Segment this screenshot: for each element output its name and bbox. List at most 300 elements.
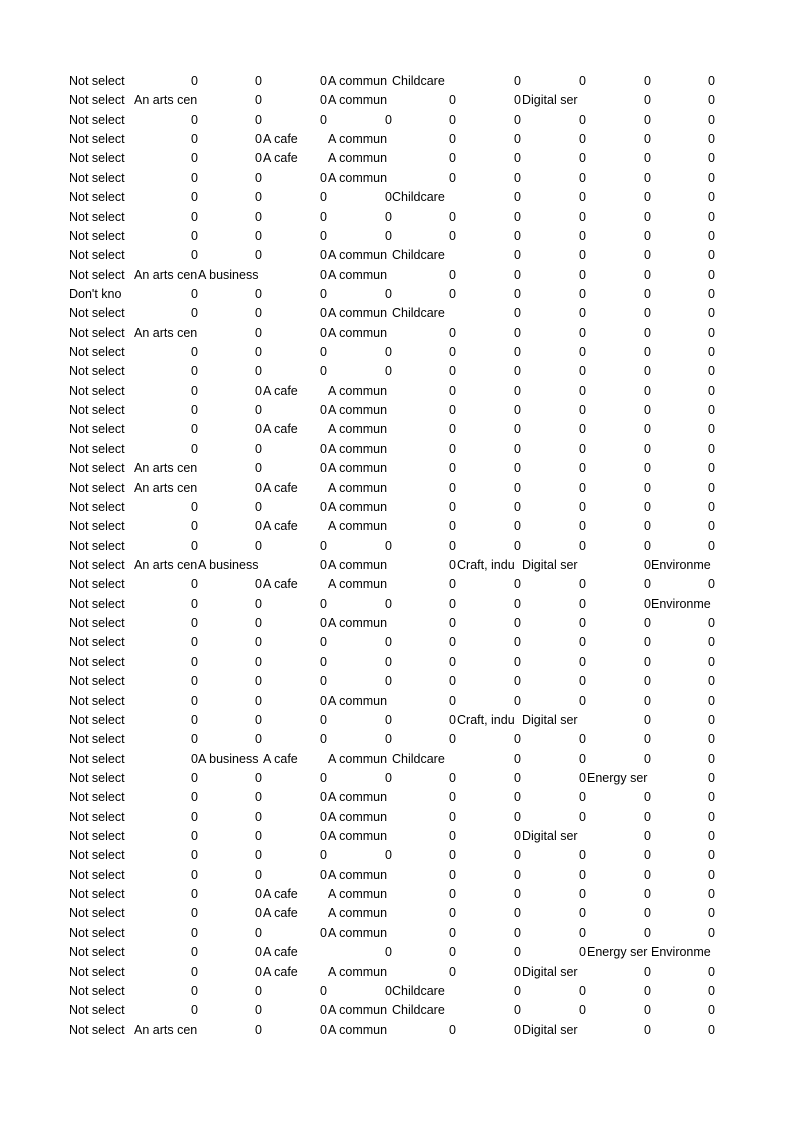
table-row <box>69 672 719 691</box>
table-cell: 0 <box>579 925 586 940</box>
table-cell: 0 <box>644 441 651 456</box>
table-cell: 0 <box>579 112 586 127</box>
table-cell: 0 <box>644 848 651 863</box>
table-cell: A commun <box>328 925 388 940</box>
table-cell: 0 <box>191 345 198 360</box>
table-cell: 0 <box>644 132 651 147</box>
table-cell: 0 <box>514 635 521 650</box>
table-cell: 0 <box>255 364 262 379</box>
table-cell: 0 <box>514 461 521 476</box>
table-cell: 0 <box>708 770 715 785</box>
table-cell: 0 <box>579 267 586 282</box>
table-cell: 0 <box>644 480 651 495</box>
table-cell: 0 <box>255 422 262 437</box>
table-cell: 0 <box>255 519 262 534</box>
table-cell: 0 <box>708 325 715 340</box>
table-row <box>69 885 719 904</box>
table-row <box>69 827 719 846</box>
table-cell: 0 <box>191 887 198 902</box>
table-row <box>69 285 719 304</box>
table-row <box>69 769 719 788</box>
table-cell: 0 <box>514 616 521 631</box>
table-cell: 0 <box>191 596 198 611</box>
table-cell: A business <box>198 751 259 766</box>
table-cell: 0 <box>191 925 198 940</box>
table-cell: 0 <box>255 190 262 205</box>
spreadsheet-printout <box>69 72 719 1040</box>
table-cell: Not select <box>69 790 125 805</box>
table-cell: Energy ser <box>587 770 648 785</box>
table-cell: 0 <box>514 809 521 824</box>
table-cell: Childcare <box>392 248 445 263</box>
table-cell: 0 <box>708 906 715 921</box>
table-cell: 0 <box>449 693 456 708</box>
table-cell: Digital ser <box>522 712 578 727</box>
table-cell: Not select <box>69 732 125 747</box>
table-cell: 0 <box>255 403 262 418</box>
table-cell: A commun <box>328 964 388 979</box>
table-cell: A commun <box>328 751 388 766</box>
table-cell: A commun <box>328 557 388 572</box>
table-cell: 0 <box>708 461 715 476</box>
table-cell: 0 <box>644 557 651 572</box>
table-cell: Energy ser <box>587 945 648 960</box>
table-cell: A commun <box>328 499 388 514</box>
table-cell: 0 <box>579 616 586 631</box>
table-cell: 0 <box>191 635 198 650</box>
table-cell: 0 <box>191 170 198 185</box>
table-row <box>69 343 719 362</box>
table-cell: 0 <box>644 829 651 844</box>
table-cell: 0 <box>320 809 327 824</box>
table-cell: 0 <box>644 519 651 534</box>
table-cell: 0 <box>579 732 586 747</box>
table-cell: 0 <box>644 983 651 998</box>
table-cell: 0 <box>579 945 586 960</box>
table-cell: A commun <box>328 887 388 902</box>
table-cell: 0 <box>449 829 456 844</box>
table-cell: 0 <box>191 751 198 766</box>
table-cell: 0 <box>708 848 715 863</box>
table-cell: A cafe <box>263 519 298 534</box>
table-cell: 0 <box>708 345 715 360</box>
table-row <box>69 266 719 285</box>
table-cell: 0 <box>449 809 456 824</box>
table-cell: 0 <box>255 906 262 921</box>
table-cell: 0 <box>708 751 715 766</box>
table-cell: Not select <box>69 848 125 863</box>
table-cell: Not select <box>69 596 125 611</box>
table-cell: 0 <box>255 945 262 960</box>
table-cell: 0 <box>579 538 586 553</box>
table-cell: Digital ser <box>522 964 578 979</box>
table-cell: 0 <box>579 228 586 243</box>
table-cell: Digital ser <box>522 557 578 572</box>
table-cell: 0 <box>255 1003 262 1018</box>
table-cell: Not select <box>69 635 125 650</box>
table-cell: Not select <box>69 403 125 418</box>
table-cell: 0 <box>644 635 651 650</box>
table-cell: 0 <box>449 1022 456 1037</box>
table-cell: Not select <box>69 906 125 921</box>
table-cell: 0 <box>385 345 392 360</box>
table-cell: 0 <box>708 983 715 998</box>
table-cell: Not select <box>69 577 125 592</box>
table-cell: 0 <box>255 848 262 863</box>
table-cell: 0 <box>320 1003 327 1018</box>
table-row <box>69 750 719 769</box>
table-cell: 0 <box>320 790 327 805</box>
table-cell: 0 <box>644 809 651 824</box>
table-cell: 0 <box>320 345 327 360</box>
table-cell: 0 <box>449 209 456 224</box>
table-cell: Not select <box>69 693 125 708</box>
table-cell: Not select <box>69 519 125 534</box>
table-cell: 0 <box>255 635 262 650</box>
table-cell: 0 <box>385 286 392 301</box>
table-cell: A commun <box>328 616 388 631</box>
table-cell: 0 <box>449 170 456 185</box>
table-row <box>69 91 719 110</box>
table-cell: 0 <box>449 654 456 669</box>
table-cell: A commun <box>328 1003 388 1018</box>
table-cell: Not select <box>69 809 125 824</box>
table-cell: A commun <box>328 93 388 108</box>
table-row <box>69 924 719 943</box>
table-row <box>69 788 719 807</box>
table-cell: 0 <box>191 209 198 224</box>
table-cell: Not select <box>69 74 125 88</box>
table-cell: 0 <box>449 867 456 882</box>
table-cell: A commun <box>328 248 388 263</box>
table-cell: 0 <box>191 577 198 592</box>
table-cell: Not select <box>69 945 125 960</box>
table-cell: 0 <box>579 325 586 340</box>
table-cell: 0 <box>644 345 651 360</box>
table-cell: A commun <box>328 306 388 321</box>
table-cell: 0 <box>579 209 586 224</box>
table-cell: 0 <box>708 712 715 727</box>
table-cell: 0 <box>449 480 456 495</box>
table-row <box>69 556 719 575</box>
table-cell: 0 <box>708 809 715 824</box>
table-cell: Childcare <box>392 1003 445 1018</box>
table-cell: Craft, indu <box>457 557 515 572</box>
table-row <box>69 169 719 188</box>
table-row <box>69 653 719 672</box>
table-cell: Environme <box>651 557 711 572</box>
table-cell: 0 <box>644 654 651 669</box>
table-cell: 0 <box>191 364 198 379</box>
table-cell: 0 <box>514 654 521 669</box>
table-cell: Not select <box>69 887 125 902</box>
table-cell: 0 <box>579 383 586 398</box>
table-cell: 0 <box>320 441 327 456</box>
table-cell: Not select <box>69 422 125 437</box>
table-cell: 0 <box>708 112 715 127</box>
table-cell: 0 <box>579 519 586 534</box>
table-cell: 0 <box>708 577 715 592</box>
table-cell: Not select <box>69 364 125 379</box>
table-cell: 0 <box>191 248 198 263</box>
table-cell: 0 <box>191 674 198 689</box>
table-cell: 0 <box>514 751 521 766</box>
table-cell: 0 <box>644 616 651 631</box>
table-cell: 0 <box>191 848 198 863</box>
table-cell: 0 <box>514 964 521 979</box>
table-cell: 0 <box>644 596 651 611</box>
table-cell: 0 <box>449 887 456 902</box>
table-cell: 0 <box>191 983 198 998</box>
table-row <box>69 614 719 633</box>
table-cell: An arts cen <box>134 93 198 108</box>
table-cell: 0 <box>320 616 327 631</box>
table-cell: 0 <box>514 519 521 534</box>
table-cell: Not select <box>69 867 125 882</box>
table-cell: 0 <box>449 325 456 340</box>
table-row <box>69 692 719 711</box>
table-cell: 0 <box>708 829 715 844</box>
table-cell: 0 <box>255 616 262 631</box>
table-cell: 0 <box>191 770 198 785</box>
table-cell: 0 <box>449 228 456 243</box>
table-cell: 0 <box>320 499 327 514</box>
table-row <box>69 304 719 323</box>
table-cell: 0 <box>708 693 715 708</box>
table-cell: 0 <box>708 151 715 166</box>
table-cell: 0 <box>644 286 651 301</box>
table-cell: 0 <box>320 286 327 301</box>
table-cell: Not select <box>69 983 125 998</box>
table-row <box>69 111 719 130</box>
table-cell: 0 <box>514 906 521 921</box>
table-cell: 0 <box>449 925 456 940</box>
table-cell: 0 <box>708 441 715 456</box>
table-cell: Not select <box>69 557 125 572</box>
table-cell: 0 <box>708 538 715 553</box>
table-cell: A commun <box>328 790 388 805</box>
table-cell: Digital ser <box>522 1022 578 1037</box>
table-row <box>69 963 719 982</box>
table-cell: 0 <box>514 480 521 495</box>
table-cell: 0 <box>644 209 651 224</box>
table-cell: 0 <box>644 151 651 166</box>
table-cell: 0 <box>449 616 456 631</box>
table-cell: Not select <box>69 538 125 553</box>
table-row <box>69 711 719 730</box>
table-cell: 0 <box>191 132 198 147</box>
table-cell: 0 <box>708 790 715 805</box>
table-cell: 0 <box>449 403 456 418</box>
table-cell: 0 <box>255 74 262 88</box>
table-cell: 0 <box>320 925 327 940</box>
table-cell: An arts cen <box>134 461 198 476</box>
table-cell: 0 <box>255 770 262 785</box>
table-cell: 0 <box>708 132 715 147</box>
table-cell: Not select <box>69 770 125 785</box>
table-cell: Not select <box>69 441 125 456</box>
table-cell: 0 <box>708 74 715 88</box>
table-row <box>69 633 719 652</box>
table-cell: 0 <box>320 170 327 185</box>
table-cell: A cafe <box>263 945 298 960</box>
table-cell: 0 <box>255 228 262 243</box>
table-cell: 0 <box>385 712 392 727</box>
table-cell: 0 <box>191 499 198 514</box>
table-row <box>69 227 719 246</box>
table-cell: 0 <box>644 538 651 553</box>
table-cell: A cafe <box>263 906 298 921</box>
table-cell: 0 <box>514 577 521 592</box>
table-cell: 0 <box>255 1022 262 1037</box>
table-cell: 0 <box>579 345 586 360</box>
table-cell: 0 <box>514 945 521 960</box>
table-cell: 0 <box>385 848 392 863</box>
table-cell: 0 <box>320 325 327 340</box>
table-cell: 0 <box>644 906 651 921</box>
table-cell: 0 <box>579 190 586 205</box>
table-cell: 0 <box>514 867 521 882</box>
table-cell: An arts cen <box>134 557 198 572</box>
table-cell: 0 <box>385 190 392 205</box>
table-cell: 0 <box>255 538 262 553</box>
table-cell: 0 <box>320 712 327 727</box>
table-cell: 0 <box>708 93 715 108</box>
table-cell: 0 <box>579 906 586 921</box>
table-cell: 0 <box>320 596 327 611</box>
table-cell: 0 <box>191 732 198 747</box>
table-cell: 0 <box>320 93 327 108</box>
table-cell: 0 <box>579 693 586 708</box>
table-cell: Not select <box>69 712 125 727</box>
table-cell: 0 <box>255 306 262 321</box>
table-cell: A commun <box>328 461 388 476</box>
table-cell: Not select <box>69 228 125 243</box>
table-cell: 0 <box>644 1003 651 1018</box>
table-cell: 0 <box>579 577 586 592</box>
table-cell: A commun <box>328 403 388 418</box>
table-cell: 0 <box>255 461 262 476</box>
table-cell: 0 <box>514 345 521 360</box>
table-cell: 0 <box>449 112 456 127</box>
table-cell: 0 <box>514 306 521 321</box>
table-cell: 0 <box>644 712 651 727</box>
table-cell: 0 <box>708 964 715 979</box>
table-cell: A cafe <box>263 964 298 979</box>
table-cell: A commun <box>328 132 388 147</box>
table-cell: 0 <box>644 267 651 282</box>
table-cell: 0 <box>320 74 327 88</box>
table-cell: 0 <box>320 829 327 844</box>
table-cell: 0 <box>514 170 521 185</box>
table-cell: 0 <box>449 635 456 650</box>
table-cell: 0 <box>644 325 651 340</box>
table-cell: 0 <box>514 190 521 205</box>
table-cell: Not select <box>69 306 125 321</box>
table-cell: 0 <box>514 403 521 418</box>
table-cell: 0 <box>320 112 327 127</box>
table-cell: A cafe <box>263 383 298 398</box>
table-cell: 0 <box>255 712 262 727</box>
table-cell: 0 <box>191 441 198 456</box>
table-cell: Not select <box>69 1022 125 1037</box>
table-cell: 0 <box>255 732 262 747</box>
table-cell: Not select <box>69 461 125 476</box>
table-cell: 0 <box>579 480 586 495</box>
table-cell: 0 <box>579 751 586 766</box>
table-cell: 0 <box>320 693 327 708</box>
table-cell: 0 <box>579 422 586 437</box>
table-cell: 0 <box>255 499 262 514</box>
table-cell: A commun <box>328 867 388 882</box>
table-cell: 0 <box>449 286 456 301</box>
table-cell: 0 <box>191 112 198 127</box>
table-cell: 0 <box>644 422 651 437</box>
table-cell: 0 <box>255 170 262 185</box>
table-cell: 0 <box>708 887 715 902</box>
table-cell: 0 <box>579 403 586 418</box>
table-cell: 0 <box>644 248 651 263</box>
table-cell: 0 <box>514 93 521 108</box>
table-cell: A commun <box>328 383 388 398</box>
table-cell: 0 <box>579 461 586 476</box>
table-cell: 0 <box>579 306 586 321</box>
table-cell: 0 <box>449 383 456 398</box>
table-cell: 0 <box>644 674 651 689</box>
table-cell: 0 <box>191 306 198 321</box>
table-cell: 0 <box>514 848 521 863</box>
table-cell: 0 <box>449 906 456 921</box>
table-cell: 0 <box>644 461 651 476</box>
table-cell: 0 <box>644 887 651 902</box>
table-cell: 0 <box>644 383 651 398</box>
table-cell: Environme <box>651 596 711 611</box>
table-cell: 0 <box>191 383 198 398</box>
table-cell: 0 <box>579 867 586 882</box>
table-cell: 0 <box>579 441 586 456</box>
table-cell: 0 <box>255 441 262 456</box>
table-cell: 0 <box>255 345 262 360</box>
table-cell: 0 <box>708 248 715 263</box>
table-cell: 0 <box>255 925 262 940</box>
table-cell: A cafe <box>263 751 298 766</box>
table-cell: 0 <box>644 499 651 514</box>
table-cell: 0 <box>514 596 521 611</box>
table-cell: 0 <box>514 112 521 127</box>
table-row <box>69 498 719 517</box>
table-cell: 0 <box>255 790 262 805</box>
table-cell: 0 <box>449 441 456 456</box>
table-row <box>69 246 719 265</box>
table-cell: 0 <box>385 674 392 689</box>
table-cell: 0 <box>385 596 392 611</box>
table-cell: 0 <box>191 190 198 205</box>
table-cell: 0 <box>708 867 715 882</box>
table-cell: 0 <box>514 790 521 805</box>
table-cell: 0 <box>449 964 456 979</box>
table-cell: A commun <box>328 1022 388 1037</box>
table-cell: 0 <box>514 209 521 224</box>
table-row <box>69 943 719 962</box>
table-cell: 0 <box>514 286 521 301</box>
table-cell: 0 <box>514 674 521 689</box>
table-cell: Childcare <box>392 983 445 998</box>
table-cell: 0 <box>255 112 262 127</box>
table-cell: An arts cen <box>134 480 198 495</box>
table-cell: 0 <box>255 829 262 844</box>
table-row <box>69 479 719 498</box>
table-cell: A commun <box>328 74 388 88</box>
